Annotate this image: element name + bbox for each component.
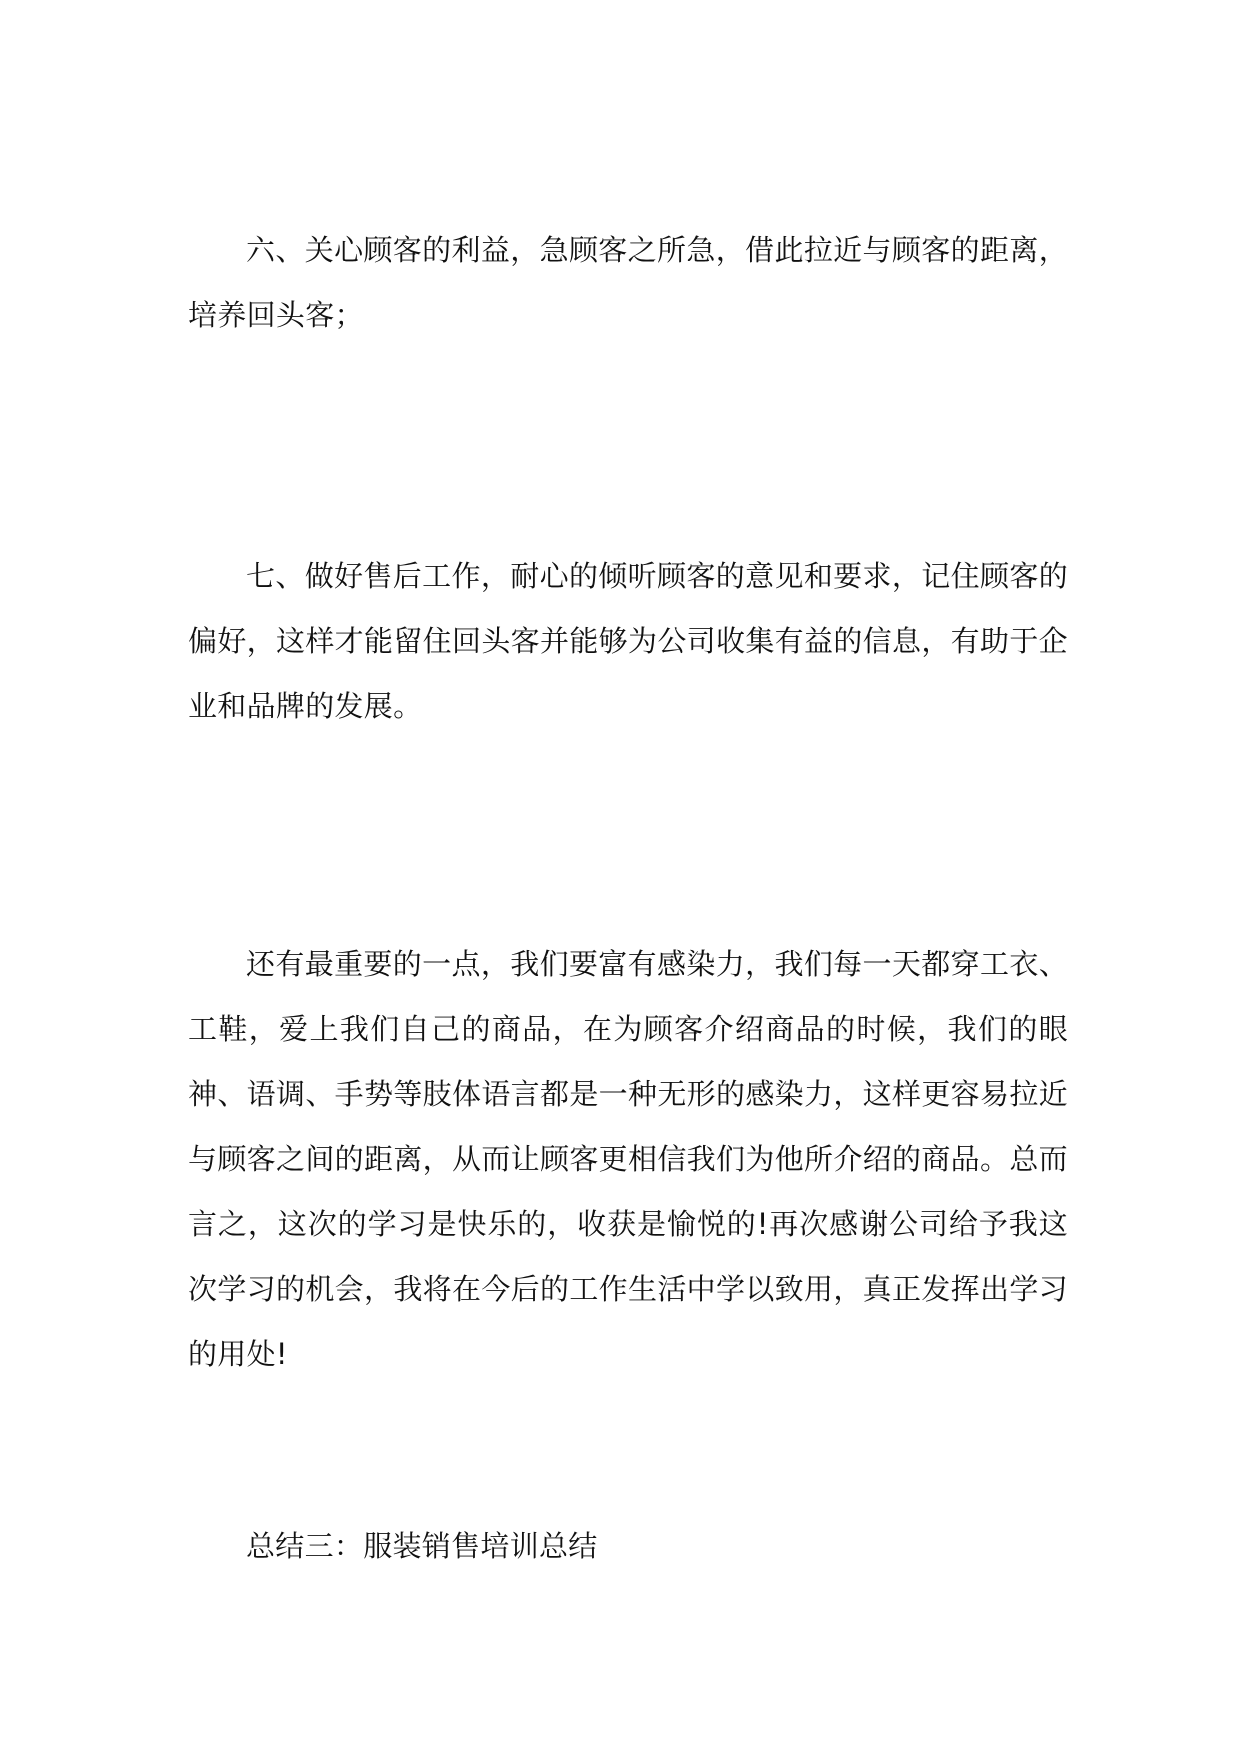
section-heading-summary-three: 总结三：服装销售培训总结 [246,1529,598,1563]
paragraph-point-seven: 七、做好售后工作，耐心的倾听顾客的意见和要求，记住顾客的偏好，这样才能留住回头客并能够为公司收集有益的信息，有助于企业和品牌的发展。 [188,559,1068,723]
paragraph-conclusion: 还有最重要的一点，我们要富有感染力，我们每一天都穿工衣、工鞋，爱上我们自己的商品，在为顾客介绍商品的时候，我们的眼神、语调、手势等肢体语言都是一种无形的感染力，这样更容易拉近与顾客之间的距离，从而让顾客更相信我们为他所介绍的商品。总而言之，这次的学习是快乐的，收获是愉悦的!再次感谢公司给予我这次学习的机会，我将在今后的工作生活中学以致用，真正发挥出学习的用处! [188,947,1068,1371]
paragraph-point-six: 六、关心顾客的利益，急顾客之所急，借此拉近与顾客的距离，培养回头客； [188,233,1068,332]
